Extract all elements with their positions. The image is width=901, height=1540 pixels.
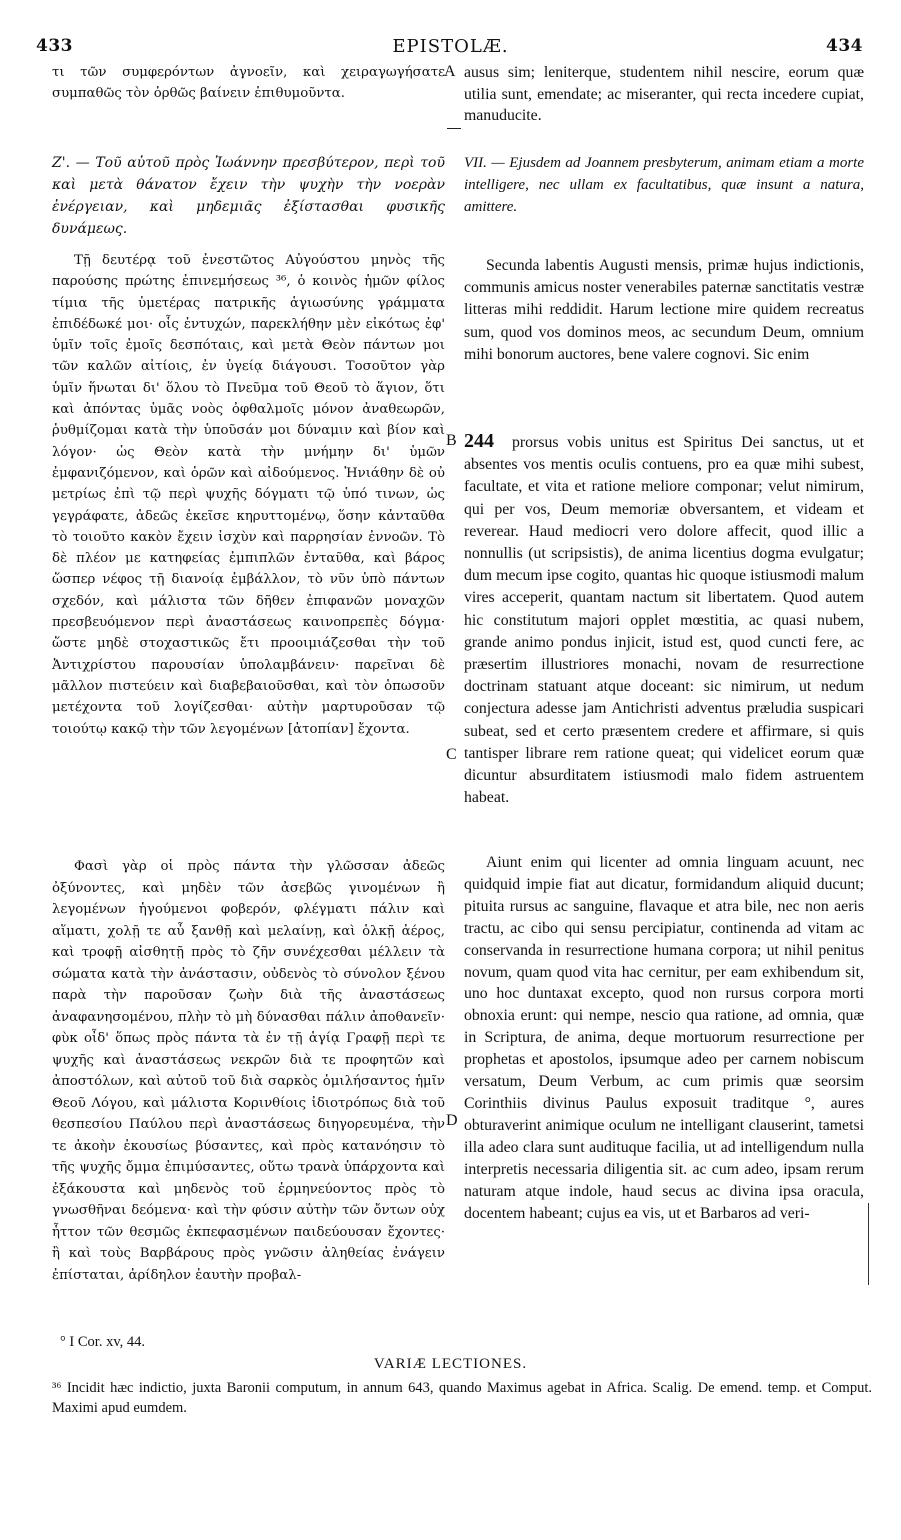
right-column-number: 434	[826, 36, 863, 56]
latin-top-lines: ausus sim; leniterque, studentem nihil nescire, eorum quæ utilia sunt, emendate; ac miseranter, qui recta incedere cupiat, manuducite.	[464, 64, 864, 124]
margin-marker-c: C	[446, 746, 457, 763]
margin-bar	[868, 1203, 869, 1285]
greek-footnote: ° I Cor. xv, 44.	[60, 1334, 146, 1350]
margin-marker-d: D	[446, 1112, 458, 1129]
margin-marker-a: A	[444, 63, 456, 80]
left-column-number: 433	[36, 36, 73, 56]
greek-paragraph-2: Φασὶ γὰρ οἱ πρὸς πάντα τὴν γλῶσσαν ἀδεῶς ὀξύνοντες, καὶ μηδὲν τῶν ἀσεβῶς γινομένων ἢ λεγομένων ἡγούμενοι φοβερόν, φλέγματι πάλιν καὶ αἵματι, χολῇ τε αὖ ξανθῇ καὶ μελαίνῃ, καὶ ὁλκῇ ἀέρος, καὶ τροφῇ αἰσθητῇ πρὸς τὸ ζῆν συνέχεσθαι μέλλειν τὰ σώματα κατὰ τὴν ἀνάστασιν, οὐδενὸς τὸ σύνολον ξένου παρὰ τὴν παροῦσαν ζωὴν διὰ τῆς ἀναστάσεως ἀναφανησομένου, πλὴν τὸ μὴ δύνασθαι πάλιν ἀποθανεῖν· φὺκ οἶδ' ὅπως πρὸς πάντα τὰ ἐν τῇ ἁγίᾳ Γραφῇ περὶ τε ψυχῆς καὶ ἀναστάσεως νεκρῶν διὰ τε προφητῶν καὶ ἀποστόλων, καὶ αὐτοῦ τοῦ διὰ σαρκὸς ὁμιλήσαντος ἡμῖν Θεοῦ Λόγου, καὶ μάλιστα Κορινθίοις ἰδιοτρόπως διὰ τοῦ θεσπεσίου Παύλου περὶ ἀναστάσεως διηγορευμένα, τὴν τε ἀκοὴν ἐκουσίως βύσαντες, καὶ πρὸς κατανόησιν τὸ τῆς ψυχῆς ὄμμα ἐπιμύσαντες, οὕτω τρανὰ ὑπάρχοντα καὶ ἐξάκουστα καὶ μηδενὸς τοῦ ἑρμηνεύοντος πρὸς τὸ γνωσθῆναι δεόμενα· καὶ τὴν φύσιν αὐτὴν τῶν ὄντων οὐχ ἧττον τῶν θεσμῶς ἐκπεφασμένων παιδεύουσαν ἔχοντες· ἢ καὶ τοὺς Βαρβάρους πρὸς γνῶσιν ἀληθείας ἐνάγειν ἐπίσταται, ἀρίδηλον ἑαυτὴν προβαλ-	[52, 859, 445, 1283]
variae-lectiones-note: ³⁶ Incidit hæc indictio, juxta Baronii computum, in annum 643, quando Maximus agebat in Africa. Scalig. De emend. temp. et Comput. Maximi apud eumdem.	[52, 1380, 872, 1416]
margin-marker-b: B	[446, 432, 457, 449]
section-rule	[447, 128, 461, 129]
latin-paragraph-1-start: Secunda labentis Augusti mensis, primæ hujus indictionis, communis amicus noster venerabiles paternæ sanctitatis vestræ litteras mihi reddidit. Harum lectione mire quidem recreatus sum, quod vos dominos meos, ac secundum Deum, omnium mihi bonorum auctores, bene valere cognovi. Sic enim	[464, 257, 864, 363]
running-title: EPISTOLÆ.	[392, 36, 509, 57]
column-number-244: 244	[464, 430, 494, 452]
greek-letter-heading: Ζ'. — Τοῦ αὐτοῦ πρὸς Ἰωάννην πρεσβύτερον, περὶ τοῦ καὶ μετὰ θάνατον ἔχειν τὴν ψυχὴν τὴν νοερὰν ἐνέργειαν, καὶ μηδεμιᾶς ἐξίστασθαι φυσικῆς δυνάμεως.	[52, 155, 445, 237]
greek-paragraph-1: Τῇ δευτέρᾳ τοῦ ἐνεστῶτος Αὐγούστου μηνὸς τῆς παρούσης πρώτης ἐπινεμήσεως ³⁶, ὁ κοινὸς ἡμῶν φίλος τίμια τῆς ὑμετέρας πατρικῆς ἁγιωσύνης γράμματα ἐπιδέδωκέ μοι· οἷς ἐντυχών, παρεκλήθην μὲν εἰκότως ἐφ' ὑμῖν τοῖς ἐμοῖς δεσπόταις, καὶ μετὰ Θεὸν πάντων μοι τῶν καλῶν αἰτίοις, ἐν ὑγείᾳ διάγουσι. Τοσοῦτον γὰρ ὑμῖν ἥνωται δι' ὅλου τὸ Πνεῦμα τοῦ Θεοῦ τὸ ἅγιον, ὅτι καὶ ἀπόντας ὑμᾶς νοὸς ὀφθαλμοῖς μόνον ἀναθεωρῶν, ῥυθμίζομαι κατὰ τὴν ὑποῦσάν μοι δύναμιν καὶ βίον καὶ λόγον· ὡς Θεὸν κατὰ τὴν μνήμην δι' ὑμῶν ἐμφανιζόμενον, καὶ ὁρῶν καὶ αἰδούμενος. Ἠνιάθην δὲ οὐ μετρίως ἐπὶ τῷ περὶ ψυχῆς δόγματι τῷ ὑπό τινων, ὡς γεγράφατε, ἀδεῶς ἐκεῖσε κηρυττομένῳ, ὅσην κἀνταῦθα τὸ τοιοῦτο κακὸν ἔχειν ἰσχὺν καὶ παρρησίαν ἐννοῶν. Τὸ δὲ πλέον με κατηφείας ἐμπιπλῶν ἐνταῦθα, καὶ βάρος ὥσπερ νέφος τῇ διανοίᾳ ἐμβάλλον, τὸ νῦν ὑπὸ πάντων σχεδόν, καὶ μάλιστα τῶν δῆθεν ἐπιφανῶν μοναχῶν πρεσβευόμενον περὶ ἀναστάσεως καινοπρεπὲς δόγμα· ὥστε μηδὲ στοχαστικῶς ἔτι προοιμιάζεσθαι τὴν τοῦ Ἀντιχρίστου παρουσίαν ὑπολαμβάνειν· παρεῖναι δὲ μᾶλλον πιστεύειν καὶ διαβεβαιοῦσθαι, καὶ τὸν ὁπωσοῦν μετέχοντα τοῦ λογίζεσθαι· αὐτὴν μαρτυροῦσαν τῷ τοιούτῳ κακῷ τὴν τῶν λεγομένων [ἀτοπίαν] ἔχοντα.	[52, 253, 445, 737]
greek-top-lines: τι τῶν συμφερόντων ἀγνοεῖν, καὶ χειραγωγήσατε συμπαθῶς τὸν ὀρθῶς βαίνειν ἐπιθυμοῦντα.	[52, 65, 445, 102]
latin-paragraph-1-rest: prorsus vobis unitus est Spiritus Dei sanctus, ut et absentes vos mentis oculis contuens, pro ea quæ mihi subest, facultate, et vita et ratione meliore componar; velut nimirum, qui per vos, Deum memoriæ obversantem, et videam et reverear. Haud mediocri vero dolore affecit, quod illic a nonnullis (ut scripsistis), de anima licentius dogma evulgatur; dum mecum ipse cogito, quantas hic quoque istiusmodi malum vires acceperit, quantam nactum sit libertatem. Quod autem hic constitutum majori opplet mœstitia, ac quasi nubem, grande animo pondus injicit, istud est, quod cuncti fere, ac præsertim illustriores monachi, novam de resurrectione doctrinam statuant atque doceant: sic nimirum, ut nedum conjectura adesse jam Antichristi adventus præludia suspicari subeat, sed et certo præsentem credere et affirmare, si quis tantisper librare rem ratione queat; qui videlicet eorum quæ dicuntur absurditatem istiusmodi malo fidem astruentem habeat.	[464, 434, 864, 807]
latin-paragraph-2: Aiunt enim qui licenter ad omnia linguam acuunt, nec quidquid impie fiat aut dicatur, formidandum aliquid ducunt; pituita rursus ac sanguine, flavaque et atra bile, nec non aeris tractu, ac cibo qui sensu percipiatur, continenda ad vitam ac conservanda in resurrectione humana corpora; ut nihil penitus novum, quam quod vita hac cernitur, per eam exhibendum sit, uno hoc duntaxat excepto, quod non rursus corpora morti obnoxia erunt: qui nempe, nescio qua ratione, ad omnia, quæ in Scriptura, de anima, deque mortuorum resurrectione per prophetas et apostolos, ipsumque adeo per carnem nobiscum versatum, Deum Verbum, ac cum primis quæ seorsim Corinthiis divinus Paulus exposuit traditque °, aures obturaverint animique oculum ne intelligant clauserint, tametsi illa adeo clara sunt audituque facilia, ut ad intelligendum nulla interpretis necessaria diligentia sit. ac cum adeo, ipsam rerum naturam atque indole, haud secus ac divina ipsa oracula, docentem habeant; cujus ea vis, ut et Barbaros ad veri-	[464, 854, 864, 1222]
latin-letter-heading: VII. — Ejusdem ad Joannem presbyterum, animam etiam a morte intelligere, nec ullam ex facultatibus, quæ insunt a natura, amittere.	[464, 155, 864, 215]
variae-lectiones-title: VARIÆ LECTIONES.	[373, 1356, 528, 1372]
